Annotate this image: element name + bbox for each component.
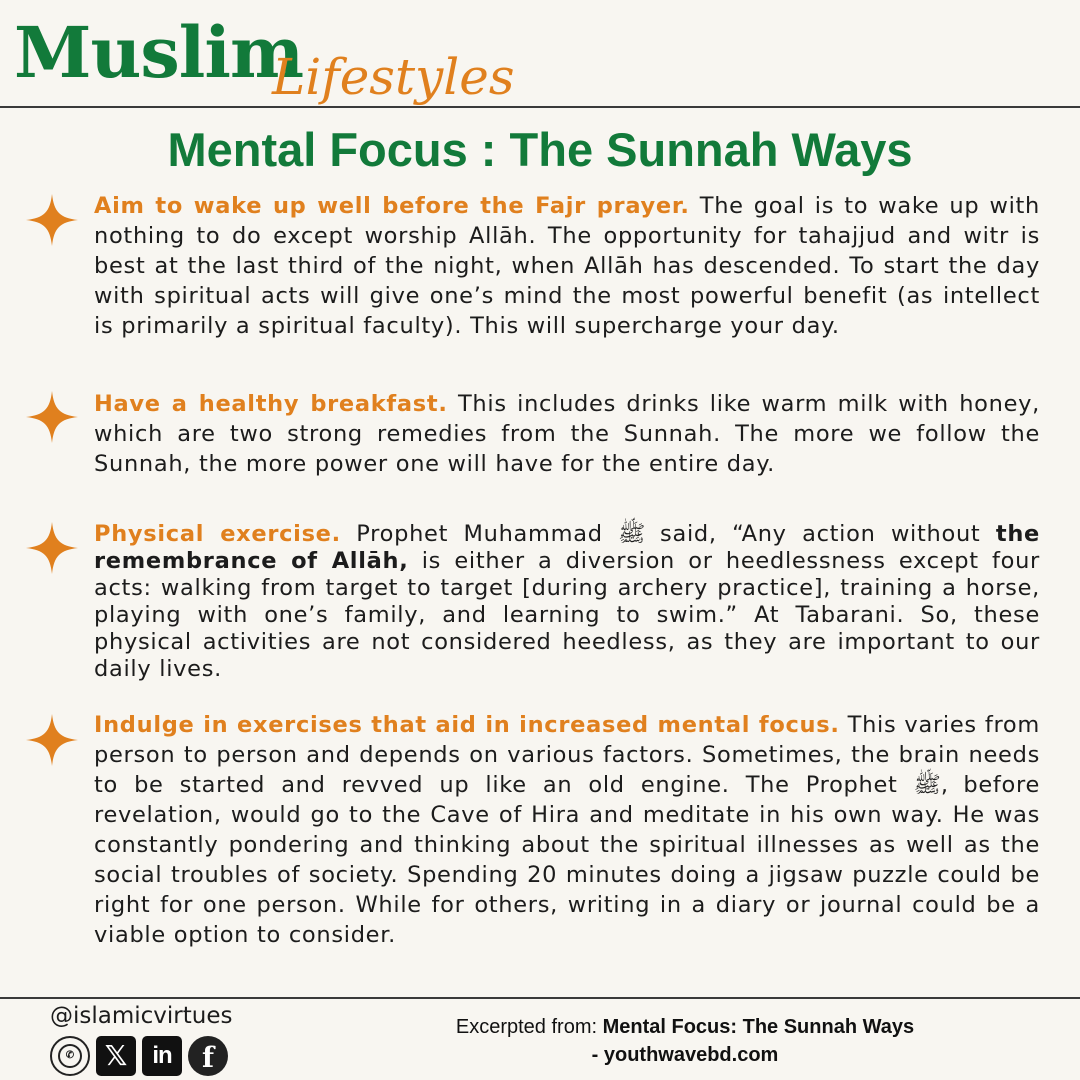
whatsapp-icon[interactable]: ✆ <box>50 1036 90 1076</box>
page-title: Mental Focus : The Sunnah Ways <box>167 123 913 176</box>
four-point-star-icon <box>24 389 80 445</box>
tip-emphasis: the remembrance of Allāh, <box>94 521 1040 574</box>
facebook-icon[interactable]: f <box>188 1036 228 1076</box>
social-handle[interactable]: @islamicvirtues <box>50 1003 233 1029</box>
social-icons <box>50 1036 228 1078</box>
tip-heading: Indulge in exercises that aid in increased mental focus. <box>94 712 840 738</box>
source-prefix: Excerpted from: <box>455 1016 603 1038</box>
tip-text <box>94 710 1040 950</box>
tip-body: Prophet Muhammad ﷺ said, “Any action without <box>340 521 996 547</box>
tip-item <box>94 521 1040 683</box>
x-icon[interactable]: 𝕏 <box>96 1036 136 1076</box>
tip-item <box>94 191 1040 341</box>
four-point-star-icon <box>24 712 80 768</box>
source-site[interactable]: - youthwavebd.com <box>591 1044 779 1066</box>
tip-body: This varies from person to person and depends on various factors. Sometimes, the brain needs to be started and revved up like an old engine. The Prophet ﷺ, before revelation, would go to the Cave of Hira and meditate in his own way. He was constantly pondering and thinking about the spiritual illnesses as well as the social troubles of society. Spending 20 minutes doing a jigsaw puzzle could be right for one person. While for others, writing in a diary or journal could be a viable option to consider. <box>94 712 1041 948</box>
header-divider <box>0 106 1080 108</box>
brand-logo-main: Muslim <box>14 11 304 94</box>
tip-heading: Aim to wake up well before the Fajr prayer. <box>94 193 690 219</box>
tip-text <box>94 191 1040 341</box>
linkedin-icon[interactable]: in <box>142 1036 182 1076</box>
tip-heading: Have a healthy breakfast. <box>94 391 448 417</box>
source-credit <box>340 1013 1030 1069</box>
brand-logo-sub: Lifestyles <box>272 48 515 106</box>
source-line <box>340 1013 1030 1041</box>
tip-item <box>94 710 1040 950</box>
source-title: Mental Focus: The Sunnah Ways <box>602 1016 915 1038</box>
tip-text <box>94 389 1040 479</box>
four-point-star-icon <box>24 520 80 576</box>
tip-text <box>94 521 1040 683</box>
tip-heading: Physical exercise. <box>94 521 341 547</box>
footer-divider <box>0 997 1080 999</box>
four-point-star-icon <box>24 192 80 248</box>
tip-item <box>94 389 1040 479</box>
tip-body: is either a diversion or heedlessness except four acts: walking from target to target [during archery practice], training a horse, playing with one’s family, and learning to swim.” At Tabarani. So, these physical activities are not considered heedless, as they are important to our daily lives. <box>94 548 1040 682</box>
tip-body: The goal is to wake up with nothing to do except worship Allāh. The opportunity for tahajjud and witr is best at the last third of the night, when Allāh has descended. To start the day with spiritual acts will give one’s mind the most powerful benefit (as intellect is primarily a spiritual faculty). This will supercharge your day. <box>94 193 1040 339</box>
tip-body: This includes drinks like warm milk with honey, which are two strong remedies from the Sunnah. The more we follow the Sunnah, the more power one will have for the entire day. <box>94 391 1040 477</box>
